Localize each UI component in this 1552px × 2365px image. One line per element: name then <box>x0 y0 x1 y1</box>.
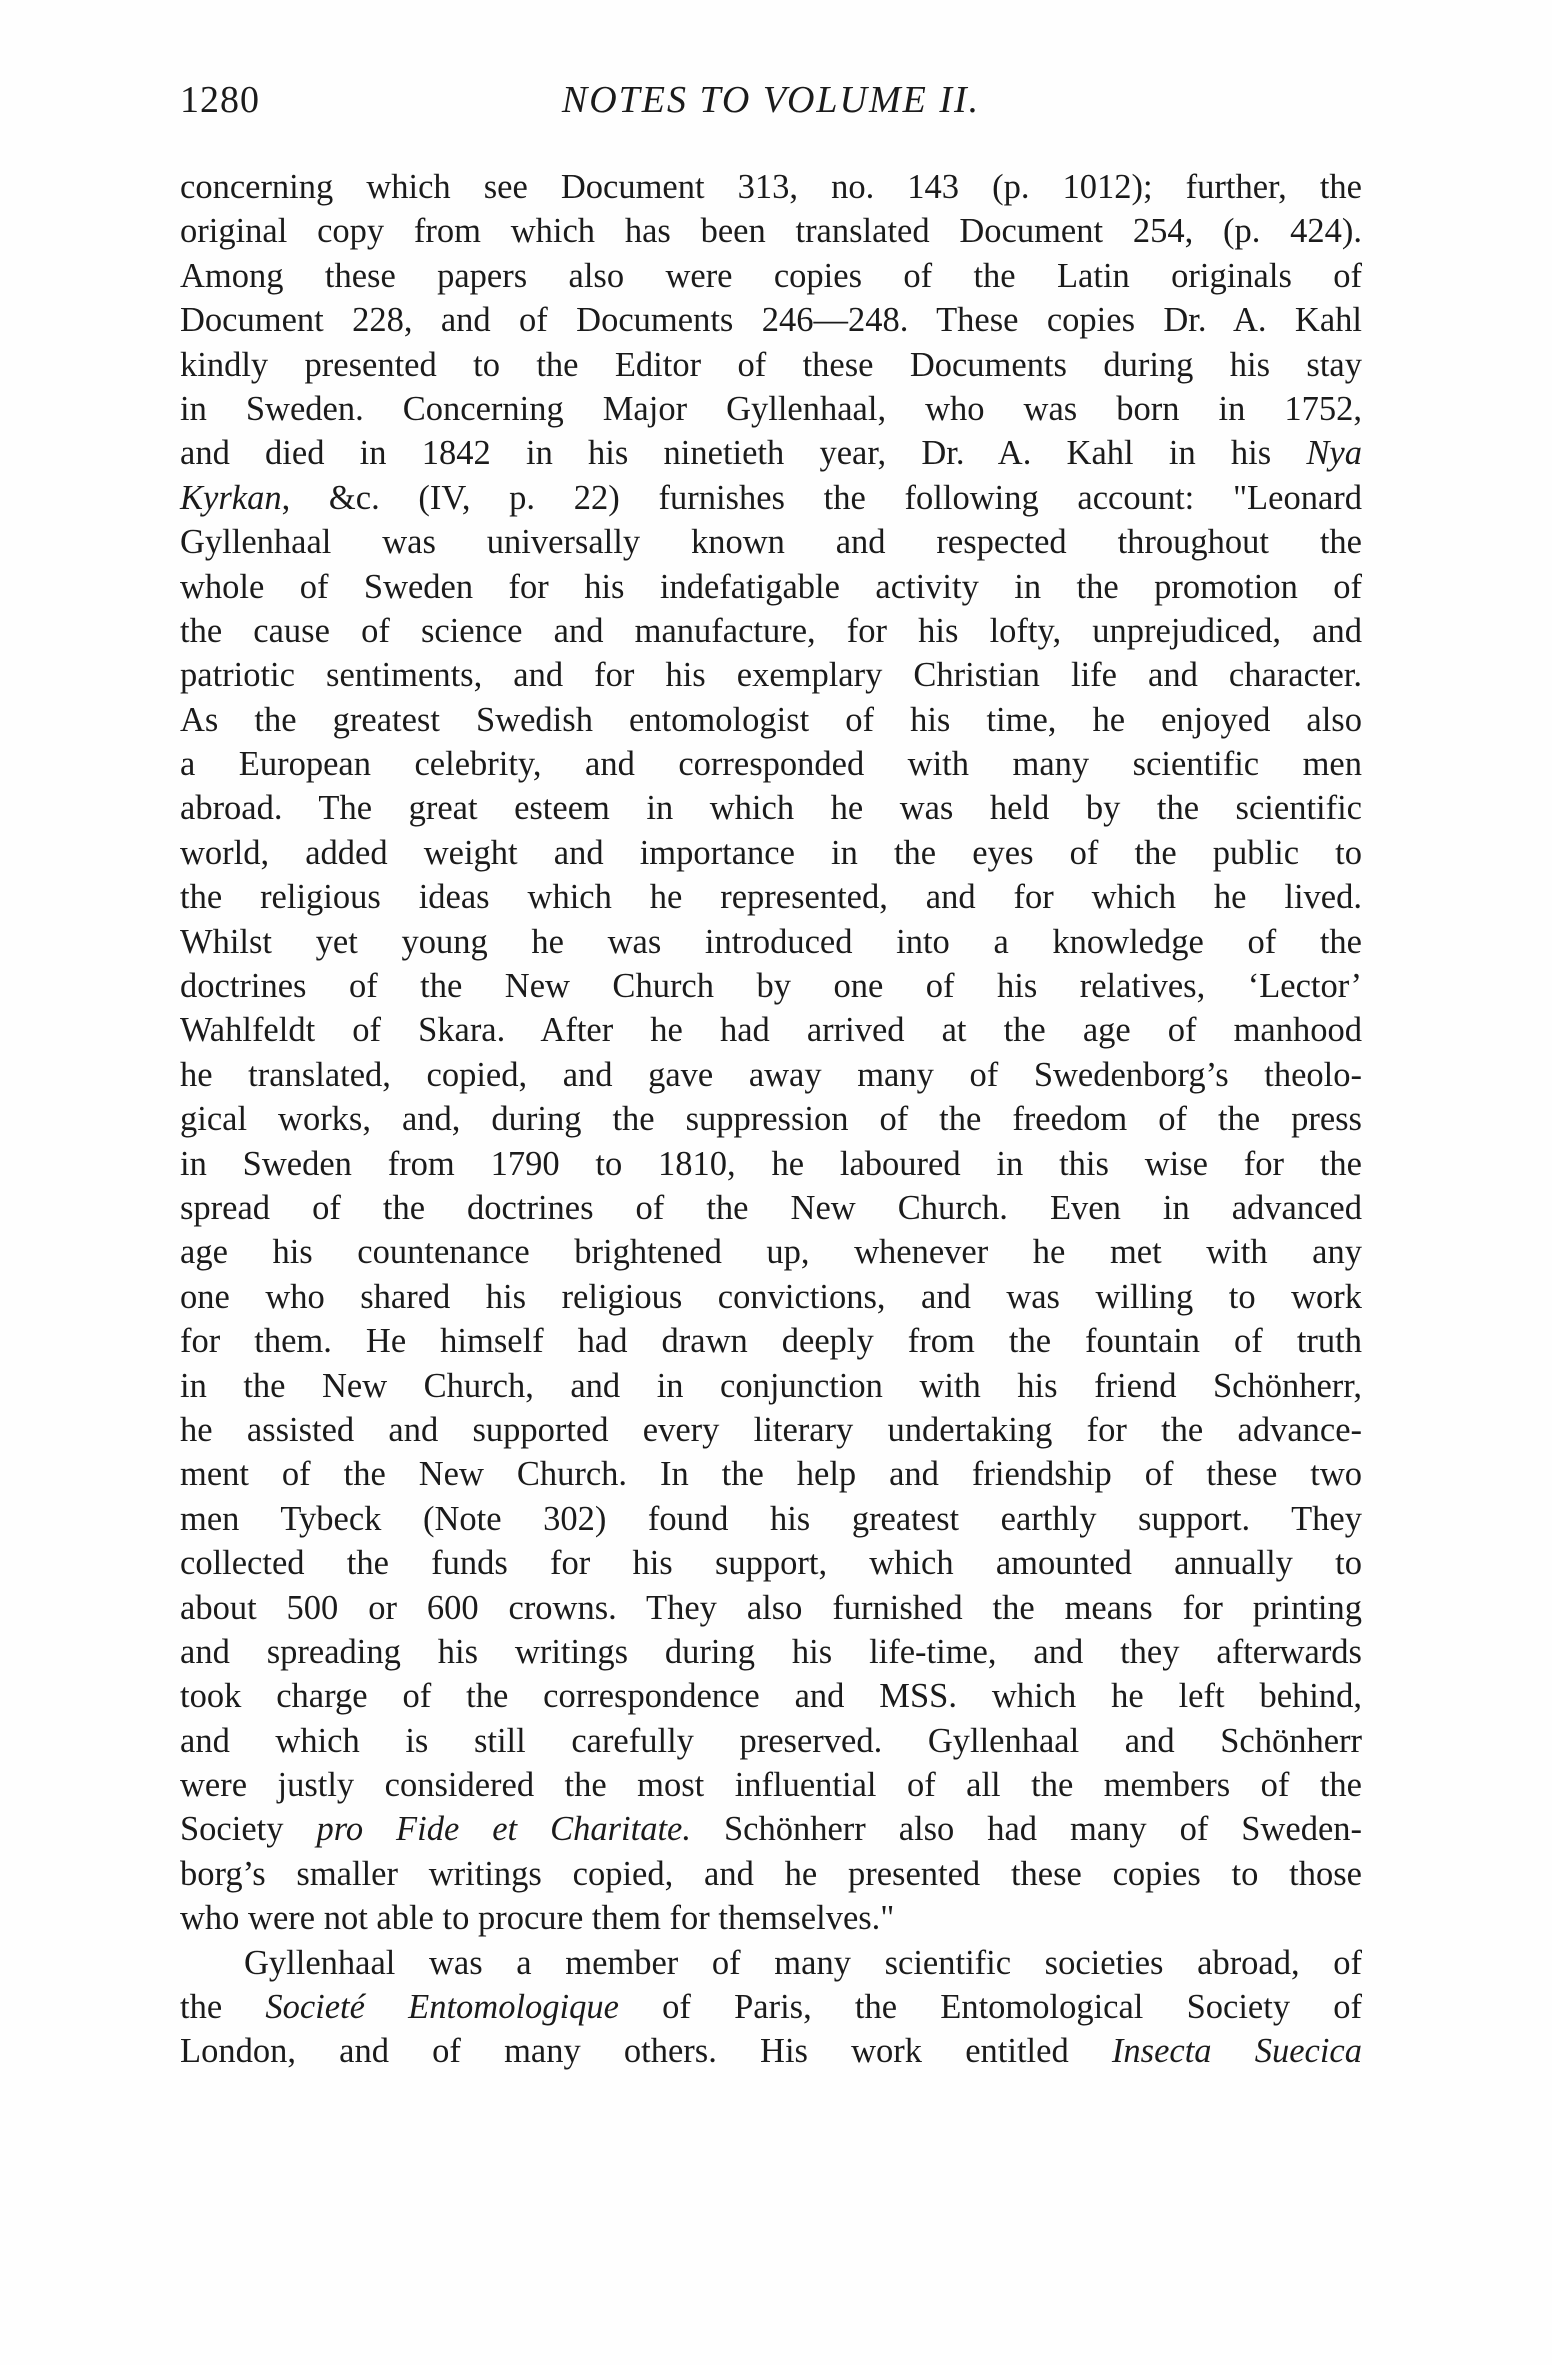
text-line: abroad. The great esteem in which he was held by the scientific <box>180 789 1362 828</box>
running-title: NOTES TO VOLUME II. <box>561 79 981 121</box>
italic-text: Insecta Suecica <box>1111 2032 1362 2071</box>
text-line: London, and of many others. His work entitled Insecta Suecica <box>180 2032 1362 2071</box>
text-line: gical works, and, during the suppression of the freedom of the press <box>180 1100 1362 1139</box>
text-line: and died in 1842 in his ninetieth year, Dr. A. Kahl in his Nya <box>180 434 1362 473</box>
text-line: who were not able to procure them for themselves." <box>180 1899 895 1938</box>
text-line: ment of the New Church. In the help and friendship of these two <box>180 1455 1362 1494</box>
text-line: kindly presented to the Editor of these Documents during his stay <box>180 345 1362 384</box>
text-line: Gyllenhaal was universally known and respected throughout the <box>180 523 1362 562</box>
text-line: Kyrkan, &c. (IV, p. 22) furnishes the following account: "Leonard <box>180 478 1362 517</box>
text-line: and which is still carefully preserved. Gyllenhaal and Schönherr <box>180 1721 1362 1760</box>
body-text <box>180 165 1362 2074</box>
text-line: a European celebrity, and corresponded with many scientific men <box>180 745 1362 784</box>
text-line: took charge of the correspondence and MSS. which he left behind, <box>180 1677 1362 1716</box>
italic-text: Nya <box>1306 434 1362 473</box>
text-line: world, added weight and importance in the eyes of the public to <box>180 833 1362 872</box>
text-line: doctrines of the New Church by one of his relatives, ‘Lector’ <box>180 967 1362 1006</box>
text-line: whole of Sweden for his indefatigable activity in the promotion of <box>180 567 1362 606</box>
text-line: in the New Church, and in conjunction with his friend Schönherr, <box>180 1366 1362 1405</box>
text-line: Among these papers also were copies of the Latin originals of <box>180 256 1362 295</box>
text-line: one who shared his religious convictions, and was willing to work <box>180 1277 1362 1316</box>
text-line: borg’s smaller writings copied, and he presented these copies to those <box>180 1854 1362 1893</box>
text-line: spread of the doctrines of the New Church. Even in advanced <box>180 1188 1362 1227</box>
text-line: men Tybeck (Note 302) found his greatest earthly support. They <box>180 1499 1362 1538</box>
text-line: the religious ideas which he represented, and for which he lived. <box>180 878 1362 917</box>
text-line: age his countenance brightened up, whenever he met with any <box>180 1233 1362 1272</box>
page-number: 1280 <box>180 79 260 121</box>
text-line: As the greatest Swedish entomologist of his time, he enjoyed also <box>180 700 1362 739</box>
text-line: original copy from which has been translated Document 254, (p. 424). <box>180 212 1362 251</box>
text-line: he assisted and supported every literary undertaking for the advance- <box>180 1410 1362 1449</box>
text-line: concerning which see Document 313, no. 143 (p. 1012); further, the <box>180 168 1362 206</box>
italic-text: Kyrkan <box>180 478 282 517</box>
text-line: in Sweden from 1790 to 1810, he laboured in this wise for the <box>180 1144 1362 1183</box>
text-line: Wahlfeldt of Skara. After he had arrived at the age of manhood <box>180 1011 1362 1050</box>
text-line: Whilst yet young he was introduced into a knowledge of the <box>180 922 1362 961</box>
text-line: collected the funds for his support, which amounted annually to <box>180 1544 1362 1583</box>
text-line: for them. He himself had drawn deeply from the fountain of truth <box>180 1322 1362 1361</box>
text-line: he translated, copied, and gave away many of Swedenborg’s theolo- <box>180 1055 1362 1094</box>
text-line: patriotic sentiments, and for his exemplary Christian life and character. <box>180 656 1362 695</box>
italic-text: pro Fide et Charitate. <box>316 1810 691 1849</box>
text-line: the Societé Entomologique of Paris, the Entomological Society of <box>180 1988 1362 2027</box>
italic-text: Societé Entomologique <box>265 1988 619 2027</box>
running-head <box>180 70 1362 130</box>
text-line: about 500 or 600 crowns. They also furnished the means for printing <box>180 1588 1362 1627</box>
text-line: and spreading his writings during his life-time, and they afterwards <box>180 1632 1362 1671</box>
text-line: Gyllenhaal was a member of many scientific societies abroad, of <box>244 1943 1362 1982</box>
text-line: the cause of science and manufacture, for his lofty, unprejudiced, and <box>180 611 1362 650</box>
text-line: in Sweden. Concerning Major Gyllenhaal, who was born in 1752, <box>180 389 1362 428</box>
text-line: were justly considered the most influential of all the members of the <box>180 1766 1362 1805</box>
text-line: Society pro Fide et Charitate. Schönherr also had many of Sweden- <box>180 1810 1363 1849</box>
text-line: Document 228, and of Documents 246—248. These copies Dr. A. Kahl <box>180 301 1362 340</box>
